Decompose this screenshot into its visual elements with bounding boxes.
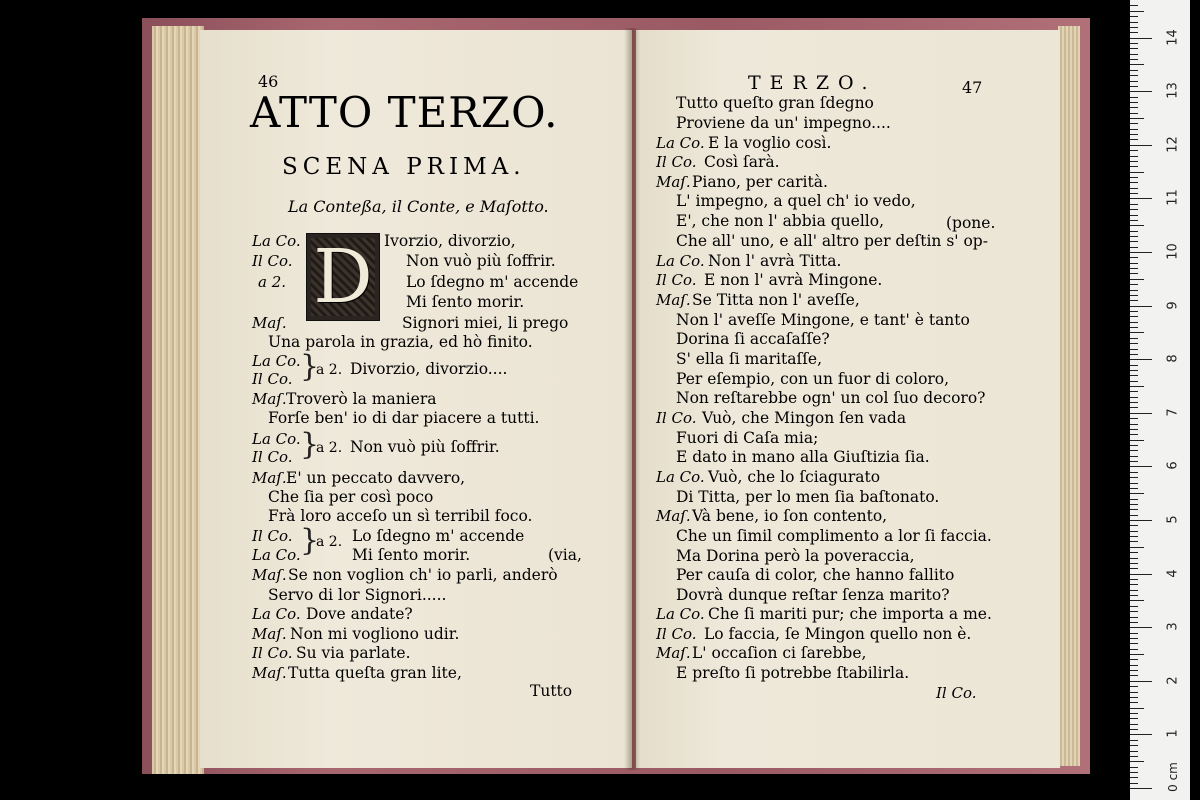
verse-line: Che all' uno, e all' altro per deſtin s' op- [676, 232, 988, 250]
measurement-ruler [1130, 0, 1190, 800]
ruler-tick [1130, 713, 1138, 714]
ruler-number: 12 [1165, 136, 1181, 153]
ruler-number: 3 [1165, 622, 1181, 631]
speaker: Maſ. [252, 469, 287, 487]
ruler-tick [1130, 547, 1144, 548]
speaker: La Co. [656, 605, 705, 623]
ruler-tick [1130, 161, 1138, 162]
ruler-tick [1130, 54, 1138, 55]
verse-line: Su via parlate. [296, 644, 411, 662]
ruler-tick [1130, 617, 1138, 618]
ruler-number: 2 [1165, 676, 1181, 685]
ruler-number: 9 [1165, 300, 1181, 310]
speaker: Maſ. [252, 664, 287, 682]
left-page-number: 46 [258, 72, 279, 91]
speaker: Maſ. [252, 314, 287, 332]
ruler-tick [1130, 295, 1138, 296]
ruler-tick [1130, 584, 1138, 585]
speaker: Maſ. [252, 625, 287, 643]
speaker: Maſ. [656, 291, 691, 309]
speaker: La Co. [656, 134, 705, 152]
ruler-tick [1130, 375, 1138, 376]
a2-label: a 2. [316, 534, 343, 550]
ruler-tick [1130, 102, 1138, 103]
character-list: La Conteßa, il Conte, e Maſotto. [288, 197, 549, 216]
ruler-tick [1130, 354, 1138, 355]
ruler-tick [1130, 424, 1138, 425]
ruler-tick [1130, 279, 1144, 280]
ruler-tick [1130, 48, 1138, 49]
ruler-number: 8 [1165, 354, 1181, 363]
speaker: Il Co. [656, 625, 697, 643]
running-head: TERZO. [748, 72, 877, 94]
ruler-tick [1130, 182, 1138, 183]
catchword: Il Co. [936, 684, 977, 702]
ruler-tick [1130, 483, 1138, 484]
ruler-tick [1130, 81, 1138, 82]
speaker: Maſ. [656, 644, 691, 662]
speaker: Maſ. [252, 566, 287, 584]
ruler-tick [1130, 509, 1138, 510]
a2-label: a 2. [316, 362, 343, 378]
speaker: Il Co. [656, 153, 697, 171]
verse-line: Divorzio, divorzio.... [350, 360, 508, 378]
verse-line: Se non voglion ch' io parli, anderò [288, 566, 558, 584]
ruler-tick [1130, 188, 1138, 189]
ruler-tick [1130, 338, 1138, 339]
ruler-number: 4 [1165, 568, 1181, 578]
ruler-number: 14 [1165, 28, 1181, 46]
ruler-tick [1130, 702, 1138, 703]
ruler-tick [1130, 552, 1138, 553]
ruler-tick [1130, 745, 1138, 746]
decorated-initial [306, 233, 380, 321]
speaker: Maſ. [252, 390, 287, 408]
verse-line: Che ſia per così poco [268, 488, 434, 506]
ruler-tick [1130, 391, 1138, 392]
line-overflow: (pone. [946, 214, 996, 232]
verse-line: Per cauſa di color, che hanno fallito [676, 566, 955, 584]
speaker: Il Co. [252, 448, 293, 466]
verse-line: Di Titta, per lo men ſia baſtonato. [676, 488, 940, 506]
ruler-tick [1130, 520, 1152, 521]
ruler-tick [1130, 665, 1138, 666]
ruler-tick [1130, 284, 1138, 285]
page-edges-left [152, 26, 204, 774]
verse-line: E non l' avrà Mingone. [704, 271, 883, 289]
verse-line: S' ella ſi maritaſſe, [676, 350, 823, 368]
ruler-tick [1130, 654, 1144, 655]
speaker: Il Co. [252, 527, 293, 545]
ruler-tick [1130, 268, 1138, 269]
ruler-tick [1130, 708, 1144, 709]
verse-line: Una parola in grazia, ed hò finito. [268, 333, 533, 351]
speaker: Il Co. [656, 409, 697, 427]
ruler-tick [1130, 675, 1138, 676]
ruler-tick [1130, 724, 1138, 725]
verse-line: Proviene da un' impegno.... [676, 114, 891, 132]
verse-line: E', che non l' abbia quello, [676, 212, 885, 230]
ruler-tick [1130, 627, 1152, 628]
ruler-tick [1130, 772, 1138, 773]
ruler-tick [1130, 397, 1138, 398]
ruler-unit: 0 cm [1166, 762, 1180, 792]
verse-line: Troverò la maniera [286, 390, 437, 408]
ruler-tick [1130, 145, 1152, 146]
ruler-number: 5 [1165, 515, 1181, 524]
speaker: La Co. [656, 468, 705, 486]
ruler-tick [1130, 445, 1138, 446]
ruler-number: 6 [1165, 461, 1181, 471]
ruler-tick [1130, 247, 1138, 248]
verse-line: Fuori di Caſa mia; [676, 429, 819, 447]
verse-line: Non l' avrà Titta. [708, 252, 842, 270]
ruler-tick [1130, 461, 1138, 462]
ruler-tick [1130, 611, 1138, 612]
ruler-tick [1130, 788, 1152, 789]
brace: } [300, 523, 320, 558]
ruler-tick [1130, 123, 1138, 124]
verse-line: E' un peccato davvero, [286, 469, 466, 487]
speaker: Il Co. [656, 271, 697, 289]
verse-line: Dovrà dunque reſtar ſenza marito? [676, 586, 950, 604]
verse-line: Ivorzio, divorzio, [384, 232, 516, 250]
brace: } [300, 427, 320, 462]
ruler-tick [1130, 756, 1138, 757]
ruler-tick [1130, 129, 1138, 130]
ruler-tick [1130, 134, 1138, 135]
ruler-tick [1130, 359, 1152, 360]
verse-line: Và bene, io ſon contento, [692, 507, 888, 525]
ruler-tick [1130, 11, 1144, 12]
ruler-tick [1130, 697, 1138, 698]
ruler-number: 7 [1165, 408, 1181, 417]
ruler-tick [1130, 633, 1138, 634]
ruler-tick [1130, 172, 1144, 173]
ruler-tick [1130, 209, 1138, 210]
speaker: Il Co. [252, 370, 293, 388]
ruler-tick [1130, 622, 1138, 623]
ruler-tick [1130, 273, 1138, 274]
ruler-tick [1130, 166, 1138, 167]
verse-line: Vuò, che lo ſciagurato [708, 468, 881, 486]
speaker: La Co. [252, 352, 301, 370]
ruler-tick [1130, 64, 1144, 65]
ruler-tick [1130, 413, 1152, 414]
ruler-tick [1130, 231, 1138, 232]
ruler-tick [1130, 440, 1144, 441]
ruler-tick [1130, 568, 1138, 569]
ruler-tick [1130, 600, 1144, 601]
verse-line: Se Titta non l' aveſſe, [692, 291, 860, 309]
ruler-tick [1130, 525, 1138, 526]
verse-line: Forſe ben' io di dar piacere a tutti. [268, 409, 540, 427]
ruler-tick [1130, 558, 1138, 559]
ruler-tick [1130, 541, 1138, 542]
verse-line: Ma Dorina però la poveraccia, [676, 547, 915, 565]
verse-line: Mi ſento morir. [406, 293, 525, 311]
ruler-tick [1130, 579, 1138, 580]
ruler-tick [1130, 729, 1138, 730]
ruler-tick [1130, 407, 1138, 408]
ruler-tick [1130, 215, 1138, 216]
ruler-number: 11 [1165, 189, 1181, 207]
ruler-tick [1130, 75, 1138, 76]
ruler-tick [1130, 590, 1138, 591]
verse-line: L' occaſion ci ſarebbe, [692, 644, 867, 662]
ruler-tick [1130, 322, 1138, 323]
ruler-tick [1130, 236, 1138, 237]
ruler-tick [1130, 681, 1152, 682]
ruler-tick [1130, 488, 1138, 489]
ruler-tick [1130, 38, 1152, 39]
ruler-tick [1130, 22, 1138, 23]
ruler-tick [1130, 113, 1138, 114]
verse-line: Non l' aveſſe Mingone, e tant' è tanto [676, 311, 970, 329]
ruler-tick [1130, 59, 1138, 60]
ruler-tick [1130, 606, 1138, 607]
ruler-tick [1130, 43, 1138, 44]
ruler-tick [1130, 263, 1138, 264]
verse-line: Signori miei, li prego [402, 314, 569, 332]
verse-line: Così ſarà. [704, 153, 780, 171]
ruler-tick [1130, 198, 1152, 199]
brace: } [300, 349, 320, 384]
ruler-tick [1130, 107, 1138, 108]
ruler-tick [1130, 311, 1138, 312]
ruler-tick [1130, 434, 1138, 435]
verse-line: E dato in mano alla Giuſtizia ſia. [676, 448, 930, 466]
ruler-tick [1130, 241, 1138, 242]
verse-line: E preſto ſi potrebbe ſtabilirla. [676, 664, 910, 682]
ruler-tick [1130, 91, 1152, 92]
ruler-tick [1130, 204, 1138, 205]
ruler-tick [1130, 381, 1138, 382]
ruler-tick [1130, 477, 1138, 478]
ruler-tick [1130, 332, 1144, 333]
a2-label: a 2. [316, 440, 343, 456]
ruler-tick [1130, 450, 1138, 451]
ruler-number: 1 [1165, 729, 1181, 739]
ruler-tick [1130, 493, 1144, 494]
ruler-tick [1130, 316, 1138, 317]
speaker: La Co. [252, 546, 301, 564]
ruler-tick [1130, 225, 1144, 226]
verse-line: Tutto queſto gran ſdegno [676, 94, 874, 112]
ruler-tick [1130, 118, 1144, 119]
right-page-number: 47 [962, 78, 983, 97]
ruler-tick [1130, 456, 1138, 457]
ruler-tick [1130, 767, 1138, 768]
ruler-tick [1130, 515, 1138, 516]
ruler-tick [1130, 349, 1138, 350]
ruler-tick [1130, 783, 1138, 784]
ruler-tick [1130, 536, 1138, 537]
act-title: ATTO TERZO. [250, 88, 559, 137]
ruler-tick [1130, 365, 1138, 366]
ruler-tick [1130, 466, 1152, 467]
verse-line: Per eſempio, con un fuor di coloro, [676, 370, 950, 388]
ruler-tick [1130, 32, 1138, 33]
ruler-tick [1130, 97, 1138, 98]
ruler-tick [1130, 27, 1138, 28]
ruler-tick [1130, 177, 1138, 178]
ruler-tick [1130, 531, 1138, 532]
verse-line: Che ſi mariti pur; che importa a me. [708, 605, 992, 623]
speaker: Maſ. [656, 173, 691, 191]
ruler-tick [1130, 718, 1138, 719]
ruler-tick [1130, 563, 1138, 564]
ruler-tick [1130, 220, 1138, 221]
verse-line: Dorina ſi accaſaſſe? [676, 330, 830, 348]
verse-line: Vuò, che Mingon ſen vada [702, 409, 907, 427]
ruler-tick [1130, 777, 1138, 778]
speaker: Il Co. [252, 644, 293, 662]
ruler-tick [1130, 659, 1138, 660]
ruler-tick [1130, 70, 1138, 71]
speaker: La Co. [252, 605, 301, 623]
page-edges-right [1058, 26, 1080, 766]
ruler-tick [1130, 649, 1138, 650]
ruler-tick [1130, 327, 1138, 328]
verse-line: Che un ſimil complimento a lor ſi faccia. [676, 527, 992, 545]
ruler-tick [1130, 429, 1138, 430]
speaker: La Co. [252, 232, 301, 250]
ruler-tick [1130, 740, 1138, 741]
ruler-tick [1130, 86, 1138, 87]
verse-line: Non mi vogliono udir. [290, 625, 460, 643]
ruler-tick [1130, 418, 1138, 419]
verse-line: Non vuò più ſoffrir. [350, 438, 500, 456]
verse-line: Tutta queſta gran lite, [288, 664, 462, 682]
speaker: Maſ. [656, 507, 691, 525]
speaker: Il Co. [252, 252, 293, 270]
speaker: a 2. [258, 273, 287, 291]
speaker: La Co. [656, 252, 705, 270]
verse-line: E la voglio così. [708, 134, 832, 152]
ruler-tick [1130, 257, 1138, 258]
stage-direction: (via, [548, 546, 582, 564]
catchword: Tutto [530, 682, 573, 700]
ruler-tick [1130, 306, 1152, 307]
ruler-tick [1130, 595, 1138, 596]
verse-line: Servo di lor Signori..... [268, 586, 447, 604]
scene-title: SCENA PRIMA. [282, 154, 526, 180]
verse-line: Non reſtarebbe ogn' un col ſuo decoro? [676, 389, 986, 407]
verse-line: Lo ſdegno m' accende [352, 527, 525, 545]
ruler-tick [1130, 751, 1138, 752]
verse-line: Frà loro acceſo un sì terribil foco. [268, 507, 533, 525]
ruler-tick [1130, 370, 1138, 371]
book-gutter [624, 28, 640, 770]
verse-line: L' impegno, a quel ch' io vedo, [676, 192, 916, 210]
ruler-tick [1130, 300, 1138, 301]
ruler-tick [1130, 343, 1138, 344]
verse-line: Lo ſdegno m' accende [406, 273, 579, 291]
ruler-tick [1130, 252, 1152, 253]
ruler-tick [1130, 761, 1144, 762]
verse-line: Dove andate? [306, 605, 413, 623]
ruler-tick [1130, 402, 1138, 403]
verse-line: Mi ſento morir. [352, 546, 471, 564]
verse-line: Piano, per carità. [692, 173, 828, 191]
ruler-tick [1130, 193, 1138, 194]
ruler-tick [1130, 150, 1138, 151]
ruler-tick [1130, 5, 1138, 6]
initial-letter: D [313, 234, 373, 320]
ruler-tick [1130, 504, 1138, 505]
ruler-tick [1130, 290, 1138, 291]
speaker: La Co. [252, 430, 301, 448]
ruler-tick [1130, 643, 1138, 644]
ruler-number: 13 [1165, 82, 1181, 99]
ruler-tick [1130, 139, 1138, 140]
ruler-tick [1130, 472, 1138, 473]
ruler-tick [1130, 156, 1138, 157]
ruler-tick [1130, 692, 1138, 693]
ruler-tick [1130, 16, 1138, 17]
ruler-tick [1130, 686, 1138, 687]
ruler-tick [1130, 386, 1144, 387]
ruler-tick [1130, 638, 1138, 639]
ruler-tick [1130, 734, 1152, 735]
verse-line: Lo faccia, ſe Mingon quello non è. [704, 625, 972, 643]
ruler-tick [1130, 574, 1152, 575]
ruler-number: 10 [1165, 243, 1181, 260]
ruler-tick [1130, 499, 1138, 500]
verse-line: Non vuò più ſoffrir. [406, 252, 556, 270]
ruler-tick [1130, 670, 1138, 671]
